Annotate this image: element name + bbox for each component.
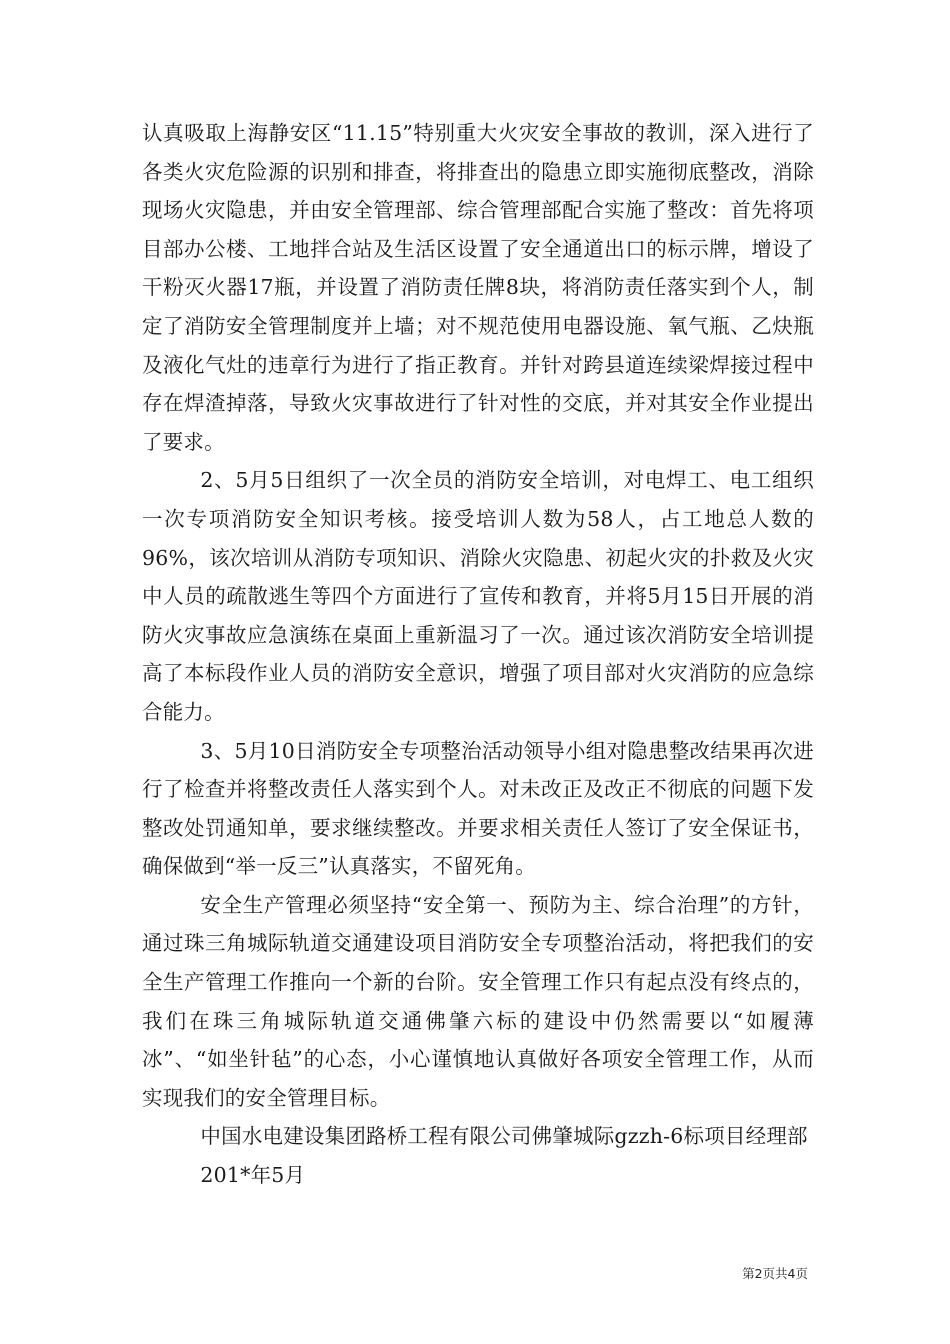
- signature-date: 201*年5月: [200, 1163, 306, 1188]
- paragraph-fire-training: 2、5月5日组织了一次全员的消防安全培训，对电焊工、电工组织一次专项消防安全知识考核。接受培训人数为58人，占工地总人数的96%，该次培训从消防专项知识、消除火灾隐患、初起火灾的扑救及火灾中人员的疏散逃生等四个方面进行了宣传和教育，并将5月15日开展的消防火灾事故应急演练在桌面上重新温习了一次。通过该次消防安全培训提高了本标段作业人员的消防安全意识，增强了项目部对火灾消防的应急综合能力。: [142, 468, 814, 724]
- document-body: [142, 114, 814, 1195]
- paragraph-fire-inspection: 认真吸取上海静安区“11.15”特别重大火灾安全事故的教训，深入进行了各类火灾危险源的识别和排查，将排查出的隐患立即实施彻底整改，消除现场火灾隐患，并由安全管理部、综合管理部配合实施了整改：首先将项目部办公楼、工地拌合站及生活区设置了安全通道出口的标示牌，增设了干粉灭火器17瓶，并设置了消防责任牌8块，将消防责任落实到个人，制定了消防安全管理制度并上墙；对不规范使用电器设施、氧气瓶、乙炔瓶及液化气灶的违章行为进行了指正教育。并针对跨县道连续梁焊接过程中存在焊渣掉落，导致火灾事故进行了针对性的交底，并对其安全作业提出了要求。: [142, 121, 814, 454]
- page-number: 第2页共4页: [742, 1266, 808, 1281]
- signature-organization: 中国水电建设集团路桥工程有限公司佛肇城际gzzh-6标项目经理部: [200, 1124, 808, 1149]
- paragraph-conclusion: 安全生产管理必须坚持“安全第一、预防为主、综合治理”的方针，通过珠三角城际轨道交通建设项目消防安全专项整治活动，将把我们的安全生产管理工作推向一个新的台阶。安全管理工作只有起点没有终点的，我们在珠三角城际轨道交通佛肇六标的建设中仍然需要以“如履薄冰”、“如坐针毡”的心态，小心谨慎地认真做好各项安全管理工作，从而实现我们的安全管理目标。: [142, 892, 814, 1110]
- paragraph-rectification-check: 3、5月10日消防安全专项整治活动领导小组对隐患整改结果再次进行了检查并将整改责任人落实到个人。对未改正及改正不彻底的问题下发整改处罚通知单，要求继续整改。并要求相关责任人签订了安全保证书，确保做到“举一反三”认真落实，不留死角。: [142, 738, 814, 879]
